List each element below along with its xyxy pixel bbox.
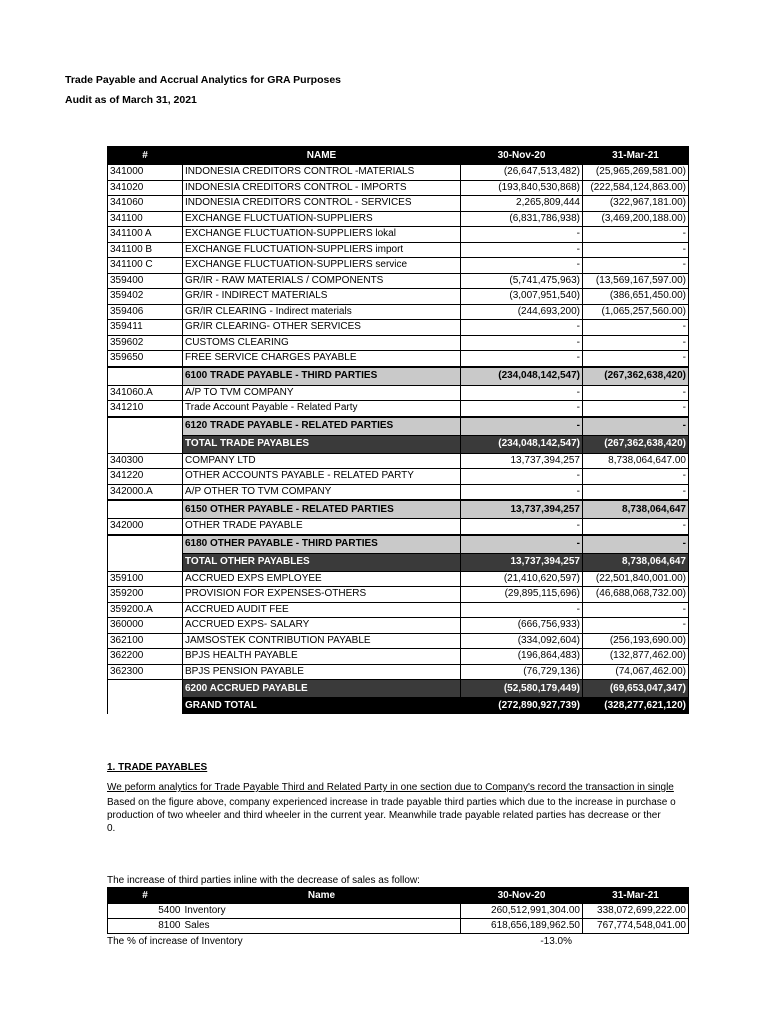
- account-code: 362300: [108, 664, 183, 680]
- inventory-increase-label: The % of increase of Inventory: [107, 936, 243, 947]
- account-name: 6100 TRADE PAYABLE - THIRD PARTIES: [183, 367, 461, 386]
- subtotal-row: [108, 553, 689, 571]
- account-name: EXCHANGE FLUCTUATION-SUPPLIERS import: [183, 242, 461, 258]
- paragraph-line: 0.: [107, 823, 116, 834]
- account-name: EXCHANGE FLUCTUATION-SUPPLIERS lokal: [183, 227, 461, 243]
- account-code: 342000.A: [108, 484, 183, 500]
- account-code: 341000: [108, 165, 183, 181]
- account-name: COMPANY LTD: [183, 453, 461, 469]
- value-mar: (13,569,167,597.00): [583, 273, 689, 289]
- paragraph-line: We peform analytics for Trade Payable Third and Related Party in one section due to Company's record the transaction in single: [107, 782, 674, 793]
- table-row: [108, 258, 689, 274]
- grand-total-row: [108, 698, 689, 714]
- value-nov: -: [461, 227, 583, 243]
- column-header-nov: 30-Nov-20: [461, 888, 583, 904]
- value-mar: (46,688,068,732.00): [583, 587, 689, 603]
- value-mar: (22,501,840,001.00): [583, 571, 689, 587]
- table-row: [108, 180, 689, 196]
- table-row: [108, 351, 689, 367]
- table-row: [108, 196, 689, 212]
- value-mar: (25,965,269,581.00): [583, 165, 689, 181]
- table-row: [108, 484, 689, 500]
- account-name: FREE SERVICE CHARGES PAYABLE: [183, 351, 461, 367]
- column-header-name: NAME: [183, 147, 461, 165]
- value-nov: -: [461, 401, 583, 417]
- value-mar: (74,067,462.00): [583, 664, 689, 680]
- value-mar: (222,584,124,863.00): [583, 180, 689, 196]
- value-mar: (69,653,047,347): [583, 680, 689, 698]
- value-nov: (272,890,927,739): [461, 698, 583, 714]
- account-name: GRAND TOTAL: [183, 698, 461, 714]
- value-nov: 13,737,394,257: [461, 500, 583, 519]
- subtotal-row: [108, 535, 689, 554]
- value-mar: -: [583, 469, 689, 485]
- value-mar: -: [583, 519, 689, 535]
- account-name: EXCHANGE FLUCTUATION-SUPPLIERS service: [183, 258, 461, 274]
- account-code: 359406: [108, 304, 183, 320]
- column-header-mar: 31-Mar-21: [583, 147, 689, 165]
- table-row: [108, 227, 689, 243]
- account-name: Sales: [183, 919, 461, 934]
- account-name: ACCRUED AUDIT FEE: [183, 602, 461, 618]
- table-row: [108, 304, 689, 320]
- value-nov: -: [461, 320, 583, 336]
- payables-table-body: [108, 165, 689, 714]
- value-nov: -: [461, 602, 583, 618]
- account-name: Trade Account Payable - Related Party: [183, 401, 461, 417]
- subtotal-row: [108, 500, 689, 519]
- value-mar: -: [583, 417, 689, 436]
- value-mar: (1,065,257,560.00): [583, 304, 689, 320]
- account-name: TOTAL TRADE PAYABLES: [183, 435, 461, 453]
- value-nov: (6,831,786,938): [461, 211, 583, 227]
- column-header-mar: 31-Mar-21: [583, 888, 689, 904]
- subtotal-row: [108, 435, 689, 453]
- account-code: [108, 553, 183, 571]
- column-header-number: #: [108, 147, 183, 165]
- account-name: 6150 OTHER PAYABLE - RELATED PARTIES: [183, 500, 461, 519]
- value-mar: (267,362,638,420): [583, 435, 689, 453]
- column-header-number: #: [108, 888, 183, 904]
- table-row: [108, 289, 689, 305]
- paragraph-line: Based on the figure above, company experienced increase in trade payable third parties which due to the increase in purchase o: [107, 797, 676, 808]
- value-mar: -: [583, 335, 689, 351]
- account-code: [108, 680, 183, 698]
- account-code: 359402: [108, 289, 183, 305]
- report-subtitle: Audit as of March 31, 2021: [65, 94, 197, 106]
- value-nov: (244,693,200): [461, 304, 583, 320]
- table-row: [108, 165, 689, 181]
- account-name: OTHER TRADE PAYABLE: [183, 519, 461, 535]
- account-name: GR/IR CLEARING - Indirect materials: [183, 304, 461, 320]
- account-code: 5400: [108, 904, 183, 919]
- inventory-sales-table: [107, 887, 689, 934]
- account-code: 359411: [108, 320, 183, 336]
- table-row: [108, 335, 689, 351]
- table-row: [108, 469, 689, 485]
- value-mar: (256,193,690.00): [583, 633, 689, 649]
- column-header-nov: 30-Nov-20: [461, 147, 583, 165]
- value-nov: (334,092,604): [461, 633, 583, 649]
- value-mar: -: [583, 258, 689, 274]
- value-mar: -: [583, 602, 689, 618]
- value-nov: (666,756,933): [461, 618, 583, 634]
- account-name: JAMSOSTEK CONTRIBUTION PAYABLE: [183, 633, 461, 649]
- value-nov: (26,647,513,482): [461, 165, 583, 181]
- table-row: [108, 602, 689, 618]
- account-code: 341100: [108, 211, 183, 227]
- account-code: 359602: [108, 335, 183, 351]
- value-nov: (3,007,951,540): [461, 289, 583, 305]
- value-mar: 8,738,064,647.00: [583, 453, 689, 469]
- account-name: INDONESIA CREDITORS CONTROL - IMPORTS: [183, 180, 461, 196]
- value-mar: (3,469,200,188.00): [583, 211, 689, 227]
- account-code: [108, 535, 183, 554]
- account-name: BPJS HEALTH PAYABLE: [183, 649, 461, 665]
- paragraph-line: production of two wheeler and third wheeler in the current year. Meanwhile trade payable related parties has decrease or ther: [107, 810, 661, 821]
- account-name: GR/IR CLEARING- OTHER SERVICES: [183, 320, 461, 336]
- account-name: GR/IR - INDIRECT MATERIALS: [183, 289, 461, 305]
- value-nov: -: [461, 335, 583, 351]
- account-code: 362100: [108, 633, 183, 649]
- account-code: 341210: [108, 401, 183, 417]
- value-mar: -: [583, 320, 689, 336]
- account-name: ACCRUED EXPS- SALARY: [183, 618, 461, 634]
- value-nov: (234,048,142,547): [461, 367, 583, 386]
- value-nov: (196,864,483): [461, 649, 583, 665]
- table-row: [108, 273, 689, 289]
- table-row: [108, 211, 689, 227]
- account-code: [108, 367, 183, 386]
- account-code: 362200: [108, 649, 183, 665]
- account-name: TOTAL OTHER PAYABLES: [183, 553, 461, 571]
- value-mar: -: [583, 242, 689, 258]
- value-mar: -: [583, 351, 689, 367]
- account-code: 341060.A: [108, 385, 183, 401]
- account-code: 359200: [108, 587, 183, 603]
- account-code: [108, 500, 183, 519]
- account-name: Inventory: [183, 904, 461, 919]
- account-code: 342000: [108, 519, 183, 535]
- table-row: [108, 401, 689, 417]
- subtotal-row: [108, 680, 689, 698]
- value-mar: (386,651,450.00): [583, 289, 689, 305]
- table-row: [108, 242, 689, 258]
- table-header-row: [108, 147, 689, 165]
- account-name: A/P OTHER TO TVM COMPANY: [183, 484, 461, 500]
- value-nov: -: [461, 242, 583, 258]
- account-code: [108, 435, 183, 453]
- account-code: 360000: [108, 618, 183, 634]
- account-name: A/P TO TVM COMPANY: [183, 385, 461, 401]
- account-name: 6120 TRADE PAYABLE - RELATED PARTIES: [183, 417, 461, 436]
- value-mar: 8,738,064,647: [583, 500, 689, 519]
- account-code: 359650: [108, 351, 183, 367]
- account-code: 8100: [108, 919, 183, 934]
- value-mar: 338,072,699,222.00: [583, 904, 689, 919]
- subtotal-row: [108, 367, 689, 386]
- value-nov: 2,265,809,444: [461, 196, 583, 212]
- account-name: 6200 ACCRUED PAYABLE: [183, 680, 461, 698]
- inventory-increase-value: -13.0%: [540, 936, 572, 947]
- value-mar: -: [583, 401, 689, 417]
- inventory-header-row: [108, 888, 689, 904]
- payables-table: [107, 146, 689, 714]
- value-mar: (328,277,621,120): [583, 698, 689, 714]
- account-code: 340300: [108, 453, 183, 469]
- value-nov: 13,737,394,257: [461, 453, 583, 469]
- account-name: INDONESIA CREDITORS CONTROL -MATERIALS: [183, 165, 461, 181]
- account-code: 359200.A: [108, 602, 183, 618]
- account-code: 359100: [108, 571, 183, 587]
- account-code: 341020: [108, 180, 183, 196]
- subtotal-row: [108, 417, 689, 436]
- table-row: [108, 320, 689, 336]
- value-nov: (76,729,136): [461, 664, 583, 680]
- report-title: Trade Payable and Accrual Analytics for GRA Purposes: [65, 74, 342, 86]
- value-nov: -: [461, 258, 583, 274]
- value-nov: -: [461, 484, 583, 500]
- table-row: [108, 633, 689, 649]
- value-nov: 618,656,189,962.50: [461, 919, 583, 934]
- value-mar: (322,967,181.00): [583, 196, 689, 212]
- value-nov: (5,741,475,963): [461, 273, 583, 289]
- table-row: [108, 571, 689, 587]
- table-row: [108, 519, 689, 535]
- value-mar: 767,774,548,041.00: [583, 919, 689, 934]
- account-name: INDONESIA CREDITORS CONTROL - SERVICES: [183, 196, 461, 212]
- account-name: GR/IR - RAW MATERIALS / COMPONENTS: [183, 273, 461, 289]
- table-row: [108, 385, 689, 401]
- table-row: [108, 904, 689, 919]
- table-row: [108, 919, 689, 934]
- value-nov: (193,840,530,868): [461, 180, 583, 196]
- value-mar: -: [583, 227, 689, 243]
- value-nov: (52,580,179,449): [461, 680, 583, 698]
- account-code: [108, 698, 183, 714]
- account-name: CUSTOMS CLEARING: [183, 335, 461, 351]
- paragraph-line: The increase of third parties inline with the decrease of sales as follow:: [107, 875, 420, 886]
- value-mar: -: [583, 385, 689, 401]
- table-row: [108, 618, 689, 634]
- value-mar: (267,362,638,420): [583, 367, 689, 386]
- account-code: 341100 B: [108, 242, 183, 258]
- value-nov: (29,895,115,696): [461, 587, 583, 603]
- value-nov: -: [461, 351, 583, 367]
- table-row: [108, 587, 689, 603]
- table-row: [108, 664, 689, 680]
- account-code: 359400: [108, 273, 183, 289]
- value-nov: -: [461, 519, 583, 535]
- value-nov: (21,410,620,597): [461, 571, 583, 587]
- value-mar: -: [583, 618, 689, 634]
- table-row: [108, 649, 689, 665]
- value-nov: 260,512,991,304.00: [461, 904, 583, 919]
- value-mar: (132,877,462.00): [583, 649, 689, 665]
- value-nov: 13,737,394,257: [461, 553, 583, 571]
- value-nov: (234,048,142,547): [461, 435, 583, 453]
- value-mar: -: [583, 484, 689, 500]
- section-heading: 1. TRADE PAYABLES: [107, 762, 208, 773]
- value-mar: -: [583, 535, 689, 554]
- account-name: EXCHANGE FLUCTUATION-SUPPLIERS: [183, 211, 461, 227]
- account-code: [108, 417, 183, 436]
- value-nov: -: [461, 469, 583, 485]
- account-code: 341100 A: [108, 227, 183, 243]
- account-name: OTHER ACCOUNTS PAYABLE - RELATED PARTY: [183, 469, 461, 485]
- table-row: [108, 453, 689, 469]
- account-name: PROVISION FOR EXPENSES-OTHERS: [183, 587, 461, 603]
- value-nov: -: [461, 417, 583, 436]
- value-mar: 8,738,064,647: [583, 553, 689, 571]
- value-nov: -: [461, 535, 583, 554]
- account-name: ACCRUED EXPS EMPLOYEE: [183, 571, 461, 587]
- account-code: 341100 C: [108, 258, 183, 274]
- account-name: 6180 OTHER PAYABLE - THIRD PARTIES: [183, 535, 461, 554]
- account-code: 341220: [108, 469, 183, 485]
- account-code: 341060: [108, 196, 183, 212]
- account-name: BPJS PENSION PAYABLE: [183, 664, 461, 680]
- value-nov: -: [461, 385, 583, 401]
- column-header-name: Name: [183, 888, 461, 904]
